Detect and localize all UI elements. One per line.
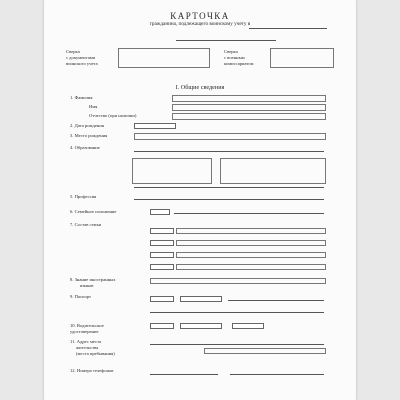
field-license-label-2: удостоверение (70, 329, 99, 334)
field-education-label: 4. Образование (70, 145, 100, 150)
phone-line-1 (150, 374, 218, 375)
field-surname-cells (172, 95, 326, 102)
field-birthplace-label: 3. Место рождения (70, 133, 108, 138)
education-box-2 (220, 158, 326, 184)
reconcile-docs-label-3: воинского учета (66, 61, 98, 66)
field-address-label-2: жительства (76, 345, 99, 350)
field-languages-label-1: 8. Знание иностранных (70, 277, 116, 282)
reconcile-mil-label-1: Сверка (224, 49, 238, 54)
reconcile-mil-box (270, 48, 334, 68)
reconcile-mil-label-2: с военным (224, 55, 245, 60)
education-line-2 (134, 187, 324, 188)
address-line-1 (150, 344, 324, 345)
passport-number-cell (180, 296, 222, 302)
field-marital-line (174, 213, 324, 214)
field-passport-label: 9. Паспорт (70, 294, 91, 299)
field-family-label: 7. Состав семьи (70, 222, 102, 227)
passport-series-cell (150, 296, 174, 302)
field-marital-label: 6. Семейное положение (70, 209, 117, 214)
phone-line-2 (230, 374, 324, 375)
field-marital-cell (150, 209, 170, 215)
field-birthdate-label: 2. Дата рождения (70, 123, 104, 128)
reconcile-mil-label-3: комиссариатом (224, 61, 254, 66)
field-surname-label: 1. Фамилия (70, 95, 93, 100)
field-patronymic-label: Отчество (при наличии) (89, 113, 137, 118)
family-row-2 (176, 240, 326, 246)
field-address-label-3: (места пребывания) (76, 351, 115, 356)
reconcile-docs-box (118, 48, 210, 68)
field-profession-label: 5. Профессия (70, 194, 97, 199)
commissariat-line (176, 40, 276, 41)
section-general-title: I. Общие сведения (175, 84, 225, 91)
field-phones-label: 12. Номера телефонов (70, 368, 114, 373)
license-series-cell (150, 323, 174, 329)
field-name-cells (172, 104, 326, 111)
reconcile-docs-label-1: Сверка (66, 49, 80, 54)
field-birthdate-cells (134, 123, 176, 129)
family-row-3 (176, 252, 326, 258)
education-box-1 (132, 158, 212, 184)
family-row-2-cell (150, 240, 174, 246)
field-languages-cells (150, 278, 326, 284)
field-license-label-1: 10. Водительское (70, 323, 104, 328)
registration-card-page (44, 0, 356, 400)
card-subtitle: гражданина, подлежащего воинскому учету в (149, 21, 251, 27)
family-row-1-cell (150, 228, 174, 234)
license-date-cell (232, 323, 264, 329)
field-languages-label-2: языков (80, 283, 94, 288)
field-profession-line (134, 199, 324, 200)
field-name-label: Имя (89, 104, 98, 109)
field-education-line (134, 151, 324, 152)
family-row-4-cell (150, 264, 174, 270)
field-address-label-1: 11. Адрес места (70, 339, 102, 344)
family-row-1 (176, 228, 326, 234)
card-title: КАРТОЧКА (170, 11, 230, 21)
field-birthplace-cells (134, 133, 326, 140)
reconcile-docs-label-2: с документами (66, 55, 96, 60)
address-cells (204, 348, 326, 354)
subtitle-fill-line (249, 28, 327, 29)
passport-issued-line (228, 300, 324, 301)
passport-line-2 (150, 312, 324, 313)
field-patronymic-cells (172, 113, 326, 120)
license-number-cell (180, 323, 222, 329)
family-row-4 (176, 264, 326, 270)
family-row-3-cell (150, 252, 174, 258)
